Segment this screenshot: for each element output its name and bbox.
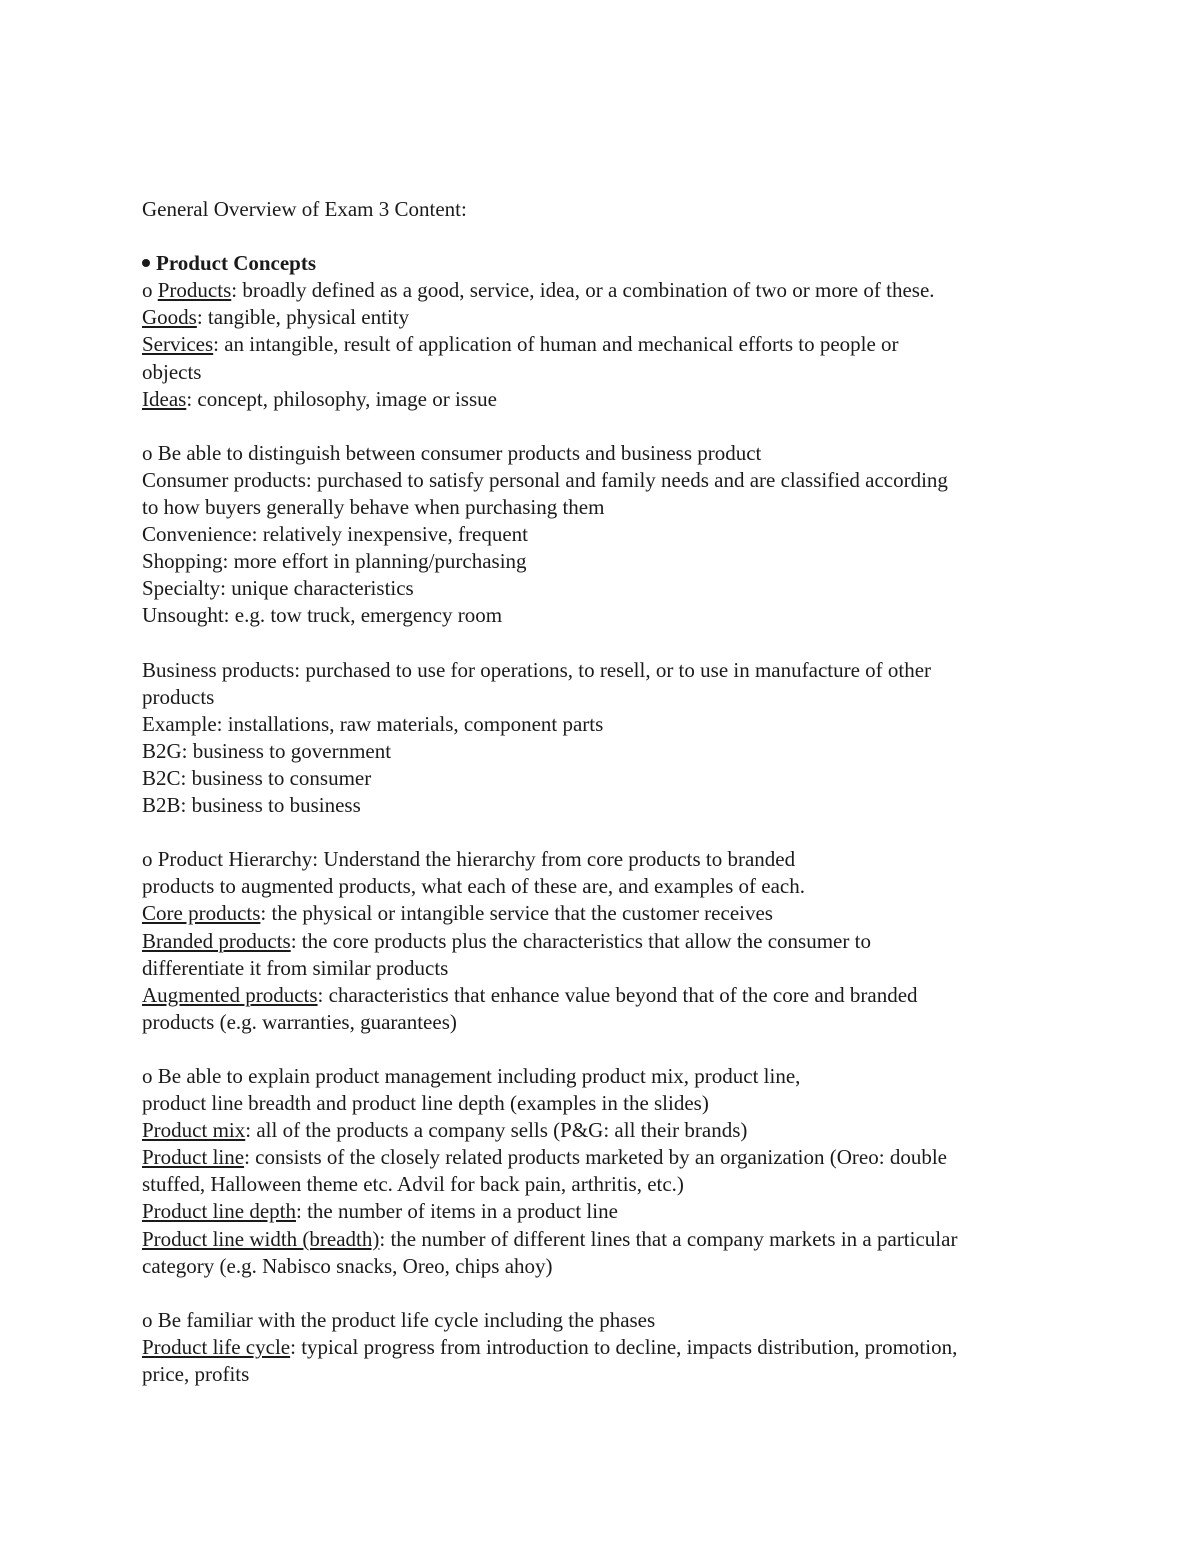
document-page <box>142 196 1082 1388</box>
product-line-depth-definition <box>142 1198 1082 1225</box>
products-definition <box>142 277 1082 304</box>
product-hierarchy-item: o Product Hierarchy: Understand the hierarchy from core products to branded <box>142 847 796 872</box>
consumer-products-definition: Consumer products: purchased to satisfy personal and family needs and are classified according <box>142 467 948 492</box>
product-life-cycle-item: o Be familiar with the product life cycle including the phases <box>142 1307 656 1332</box>
blank-line <box>142 1280 1082 1307</box>
augmented-products-definition-cont: products (e.g. warranties, guarantees) <box>142 1009 457 1034</box>
term-goods: Goods <box>142 305 197 330</box>
product-hierarchy-item-cont: products to augmented products, what each of these are, and examples of each. <box>142 874 805 899</box>
blank-line <box>142 223 1082 250</box>
list-marker: o <box>142 278 158 303</box>
definition-text: : all of the products a company sells (P&G: all their brands) <box>245 1118 748 1143</box>
example-line: Example: installations, raw materials, component parts <box>142 711 604 736</box>
definition-text: : characteristics that enhance value beyond that of the core and branded <box>317 982 918 1007</box>
services-definition-cont: objects <box>142 359 202 384</box>
term-product-line-depth: Product line depth <box>142 1199 296 1224</box>
branded-products-definition <box>142 928 1082 955</box>
product-life-cycle-definition <box>142 1334 1082 1361</box>
document-title: General Overview of Exam 3 Content: <box>142 197 467 221</box>
services-definition <box>142 331 1082 358</box>
product-line-width-definition-cont: category (e.g. Nabisco snacks, Oreo, chips ahoy) <box>142 1253 553 1278</box>
definition-text: : broadly defined as a good, service, idea, or a combination of two or more of these. <box>231 278 935 303</box>
term-product-life-cycle: Product life cycle <box>142 1334 291 1359</box>
ideas-definition <box>142 386 1082 413</box>
product-life-cycle-definition-cont: price, profits <box>142 1362 250 1387</box>
blank-line <box>142 413 1082 440</box>
definition-text: : the core products plus the characteristics that allow the consumer to <box>290 928 871 953</box>
goods-definition <box>142 304 1082 331</box>
product-management-item: o Be able to explain product management including product mix, product line, <box>142 1064 801 1088</box>
term-product-line: Product line <box>142 1145 245 1170</box>
term-augmented-products: Augmented products <box>142 982 318 1007</box>
term-core-products: Core products <box>142 901 261 926</box>
term-ideas: Ideas <box>142 386 187 411</box>
branded-products-definition-cont: differentiate it from similar products <box>142 955 449 980</box>
definition-text: : consists of the closely related products marketed by an organization (Oreo: double <box>244 1145 947 1170</box>
definition-text: : concept, philosophy, image or issue <box>186 386 497 411</box>
specialty-line: Specialty: unique characteristics <box>142 576 414 601</box>
section-heading <box>142 250 1082 277</box>
b2c-line: B2C: business to consumer <box>142 765 372 790</box>
term-branded-products: Branded products <box>142 928 291 953</box>
b2b-line: B2B: business to business <box>142 793 361 818</box>
consumer-products-definition-cont: to how buyers generally behave when purchasing them <box>142 495 605 520</box>
term-product-mix: Product mix <box>142 1118 246 1143</box>
section-heading-text: Product Concepts <box>156 251 317 276</box>
term-product-line-width: Product line width (breadth) <box>142 1226 380 1251</box>
product-mix-definition <box>142 1117 1082 1144</box>
definition-text: : the number of different lines that a company markets in a particular <box>379 1226 958 1251</box>
term-services: Services <box>142 332 214 357</box>
shopping-line: Shopping: more effort in planning/purchasing <box>142 549 527 574</box>
product-line-width-definition <box>142 1226 1082 1253</box>
definition-text: : the number of items in a product line <box>295 1199 618 1224</box>
bullet-icon <box>142 259 150 267</box>
blank-line <box>142 819 1082 846</box>
term-products: Products <box>157 278 232 303</box>
business-products-definition: Business products: purchased to use for operations, to resell, or to use in manufacture of other <box>142 657 932 682</box>
product-management-item-cont: product line breadth and product line depth (examples in the slides) <box>142 1091 709 1116</box>
definition-text: : tangible, physical entity <box>196 305 410 330</box>
convenience-line: Convenience: relatively inexpensive, frequent <box>142 522 529 547</box>
blank-line <box>142 1036 1082 1063</box>
b2g-line: B2G: business to government <box>142 738 392 763</box>
definition-text: : the physical or intangible service that the customer receives <box>260 901 773 926</box>
core-products-definition <box>142 900 1082 927</box>
unsought-line: Unsought: e.g. tow truck, emergency room <box>142 603 503 628</box>
blank-line <box>142 630 1082 657</box>
business-products-definition-cont: products <box>142 684 215 709</box>
definition-text: : an intangible, result of application of human and mechanical efforts to people or <box>213 332 899 357</box>
product-line-definition <box>142 1144 1082 1171</box>
augmented-products-definition <box>142 982 1082 1009</box>
product-line-definition-cont: stuffed, Halloween theme etc. Advil for back pain, arthritis, etc.) <box>142 1172 684 1197</box>
definition-text: : typical progress from introduction to decline, impacts distribution, promotion, <box>290 1334 958 1359</box>
consumer-vs-business-item: o Be able to distinguish between consumer products and business product <box>142 440 762 465</box>
